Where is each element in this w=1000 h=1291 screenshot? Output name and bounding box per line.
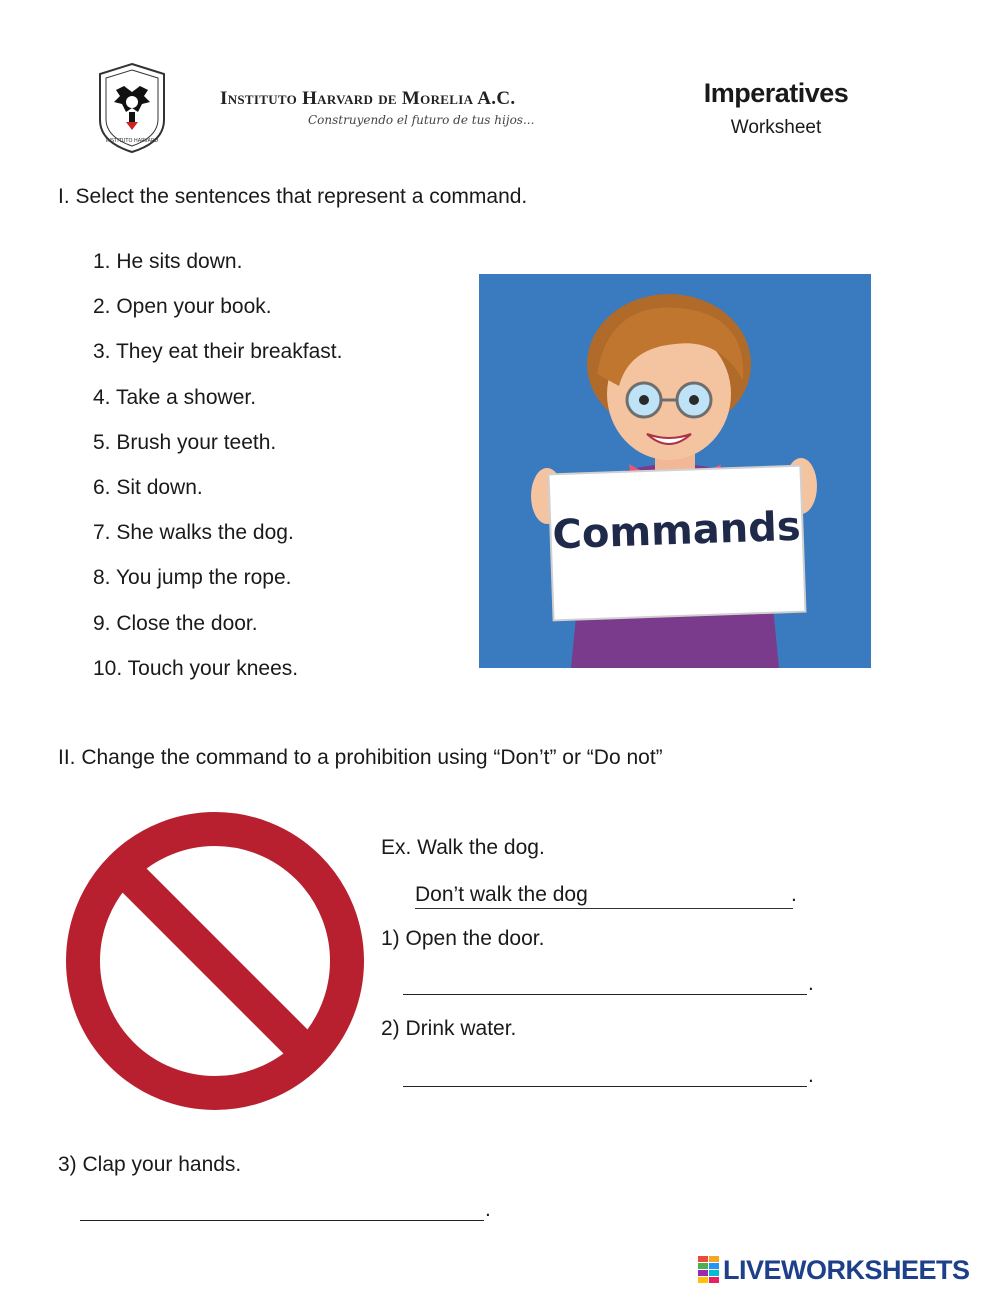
liveworksheets-logo[interactable] [698,1254,970,1286]
list-item[interactable]: 3. They eat their breakfast. [93,340,343,364]
sign-text: Commands [551,503,802,559]
worksheet-title: Imperatives [703,78,849,108]
list-item[interactable]: 1. He sits down. [93,250,243,273]
list-item[interactable]: 8. You jump the rope. [93,566,292,590]
list-item[interactable]: 4. Take a shower. [93,385,257,409]
answer-3-input[interactable] [80,1196,484,1221]
question-2: 2) Drink water. [381,1017,517,1040]
example-period: . [791,883,797,906]
list-item[interactable]: 7. She walks the dog. [93,521,294,545]
answer-3-period: . [485,1198,491,1221]
commands-illustration [479,274,871,668]
institute-name: Instituto Harvard de Morelia A.C. [220,88,516,109]
answer-1-period: . [808,972,814,995]
school-crest-logo [96,62,168,154]
list-item[interactable]: 9. Close the door. [93,611,258,635]
list-item[interactable]: 5. Brush your teeth. [93,430,277,454]
crest-text: INSTITUTO HARVARD [105,138,159,144]
list-item[interactable]: 6. Sit down. [93,475,203,499]
institute-motto: Construyendo el futuro de tus hijos... [308,113,535,127]
answer-2-period: . [808,1064,814,1087]
prohibition-sign-icon [64,810,366,1112]
live-blocks-icon [698,1256,720,1284]
list-item[interactable]: 10. Touch your knees. [93,656,299,680]
answer-1-input[interactable] [403,970,807,995]
question-1: 1) Open the door. [381,927,545,950]
brand-name: LIVEWORKSHEETS [723,1254,970,1285]
question-3: 3) Clap your hands. [58,1153,242,1176]
list-item[interactable]: 2. Open your book. [93,295,272,319]
example-prompt: Ex. Walk the dog. [381,836,545,859]
section-1-heading: I. Select the sentences that represent a command. [58,185,528,208]
command-sentence-list [93,248,342,700]
example-answer: Don’t walk the dog [415,882,793,909]
section-2-heading: II. Change the command to a prohibition using “Don’t” or “Do not” [58,746,663,769]
worksheet-subtitle: Worksheet [730,117,822,138]
answer-2-input[interactable] [403,1062,807,1087]
